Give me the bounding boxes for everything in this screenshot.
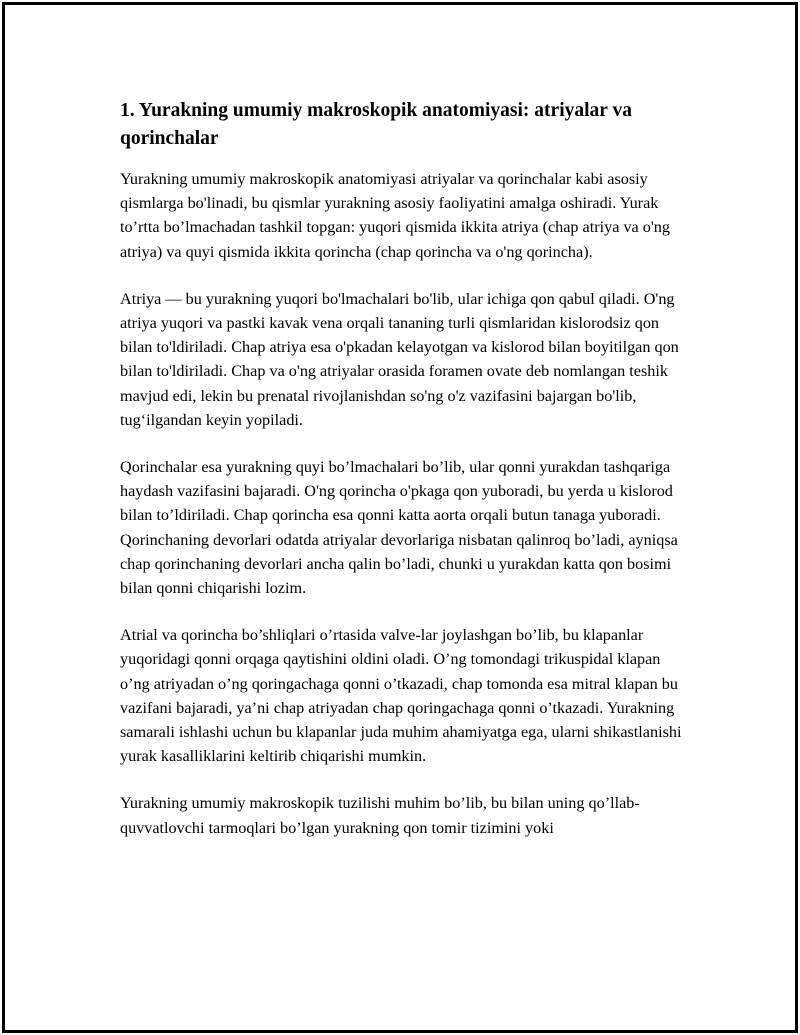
page-frame	[2, 2, 798, 1033]
document-body	[120, 97, 685, 863]
section-heading: 1. Yurakning umumiy makroskopik anatomiyasi: atriyalar va qorinchalar	[120, 100, 632, 149]
paragraph-1: Yurakning umumiy makroskopik anatomiyasi atriyalar va qorinchalar kabi asosiy qismlarga bo'linadi, bu qismlar yurakning asosiy faoliyatini amalga oshiradi. Yurak to’rtta bo’lmachadan tashkil topgan: yuqori qismida ikkita atriya (chap atriya va o'ng atriya) va quyi qismida ikkita qorincha (chap qorincha va o'ng qorincha).	[120, 170, 670, 261]
paragraph-3: Qorinchalar esa yurakning quyi bo’lmachalari bo’lib, ular qonni yurakdan tashqariga haydash vazifasini bajaradi. O'ng qorincha o'pkaga qon yuboradi, bu yerda u kislorod bilan to’ldiriladi. Chap qorincha esa qonni katta aorta orqali butun tanaga yuboradi. Qorinchaning devorlari odatda atriyalar devorlariga nisbatan qalinroq bo’ladi, ayniqsa chap qorinchaning devorlari ancha qalin bo’ladi, chunki u yurakdan katta qon bosimi bilan qonni chiqarishi lozim.	[120, 458, 678, 598]
paragraph-5: Yurakning umumiy makroskopik tuzilishi muhim bo’lib, bu bilan uning qo’llab-quvvatlovchi tarmoqlari bo’lgan yurakning qon tomir tizimini yoki	[120, 794, 640, 837]
paragraph-4: Atrial va qorincha bo’shliqlari o’rtasida valve-lar joylashgan bo’lib, bu klapanlar yuqoridagi qonni orqaga qaytishini oldini oladi. O’ng tomondagi trikuspidal klapan o’ng atriyadan o’ng qoringachaga qonni o’tkazadi, chap tomonda esa mitral klapan bu vazifani bajaradi, ya’ni chap atriyadan chap qoringachaga qonni o’tkazadi. Yurakning samarali ishlashi uchun bu klapanlar juda muhim ahamiyatga ega, ularni shikastlanishi yurak kasalliklarini keltirib chiqarishi mumkin.	[120, 626, 682, 766]
paragraph-2: Atriya — bu yurakning yuqori bo'lmachalari bo'lib, ular ichiga qon qabul qiladi. O'ng atriya yuqori va pastki kavak vena orqali tananing turli qismlaridan kislorodsiz qon bilan to'ldiriladi. Chap atriya esa o'pkadan kelayotgan va kislorod bilan boyitilgan qon bilan to'ldiriladi. Chap va o'ng atriyalar orasida foramen ovate deb nomlangan teshik mavjud edi, lekin bu prenatal rivojlanishdan so'ng o'z vazifasini bajargan bo'lib, tug‘ilgandan keyin yopiladi.	[120, 289, 679, 429]
